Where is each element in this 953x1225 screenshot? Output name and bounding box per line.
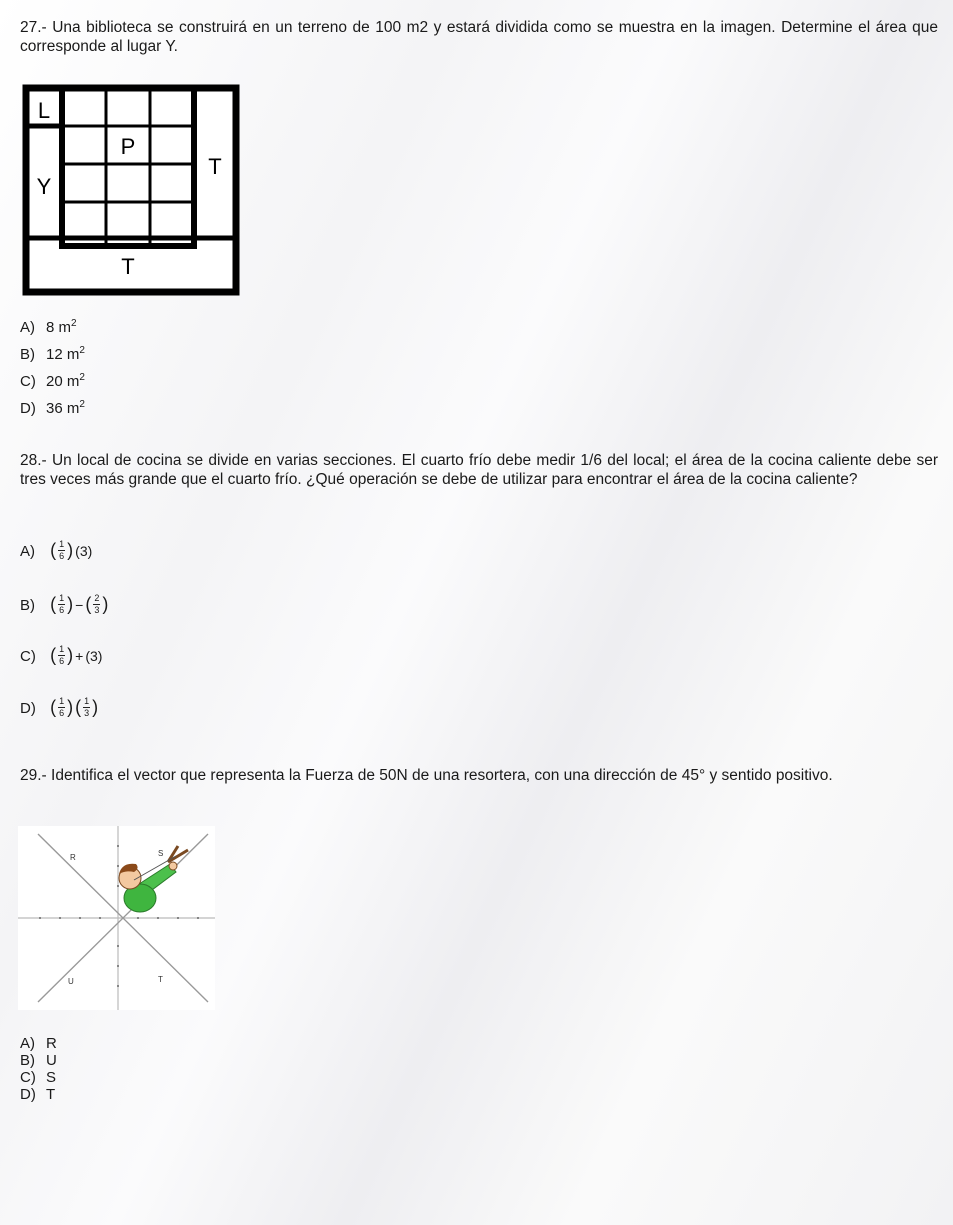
option-exponent: 2	[79, 345, 85, 356]
q27-option-c[interactable]	[20, 372, 85, 390]
fraction: $\frac{1}{6}$	[59, 696, 65, 718]
option-letter: C)	[20, 648, 36, 665]
option-tail: (3)	[75, 542, 93, 559]
option-value: T	[46, 1086, 56, 1103]
q28-option-d[interactable]: D) ( $\frac{1}{6}$ ) ( $\frac{1}{3}$ )	[20, 696, 99, 718]
q29-option-b[interactable]	[20, 1052, 57, 1069]
fraction: $\frac{2}{3}$	[94, 593, 100, 615]
q27-option-d[interactable]	[20, 399, 85, 417]
label-L: L	[37, 98, 51, 123]
option-letter: A)	[20, 1035, 35, 1052]
option-exponent: 2	[71, 318, 77, 329]
vector-diagram	[18, 826, 215, 1010]
q28-option-a[interactable]: A) ( $\frac{1}{6}$ ) (3)	[20, 539, 93, 561]
option-value: S	[46, 1069, 57, 1086]
fraction: $\frac{1}{3}$	[84, 696, 90, 718]
option-letter: D)	[20, 400, 36, 417]
option-letter: B)	[20, 1052, 35, 1069]
label-P: P	[120, 134, 136, 159]
q29-option-d[interactable]	[20, 1086, 55, 1103]
option-value: 20 m	[46, 373, 80, 390]
label-T-right: T	[208, 154, 222, 179]
option-letter: D)	[20, 700, 36, 717]
option-letter: D)	[20, 1086, 36, 1103]
q27-option-a[interactable]	[20, 318, 77, 336]
label-T-bottom: T	[121, 254, 135, 279]
operator: +	[75, 647, 84, 664]
label-S: S	[158, 849, 164, 858]
option-exponent: 2	[79, 399, 85, 410]
question-27-text: 27.- Una biblioteca se construirá en un terreno de 100 m2 y estará dividida como se muestra en la imagen. Determine el área que corresponde al lugar Y.	[20, 19, 938, 55]
label-R: R	[70, 853, 76, 862]
q29-option-c[interactable]	[20, 1069, 56, 1086]
label-T: T	[158, 975, 163, 984]
option-value: R	[46, 1035, 57, 1052]
library-floor-plan-diagram	[22, 84, 240, 296]
label-U: U	[68, 977, 74, 986]
question-28-text: 28.- Un local de cocina se divide en varias secciones. El cuarto frío debe medir 1/6 del local; el área de la cocina caliente debe ser tres veces más grande que el cuarto frío. ¿Qué operación se debe de utilizar para encontrar el área de la cocina caliente?	[20, 452, 938, 488]
operator: −	[75, 596, 84, 613]
option-letter: B)	[20, 346, 35, 363]
option-value: U	[46, 1052, 57, 1069]
q29-option-a[interactable]	[20, 1035, 57, 1052]
q28-option-c[interactable]: C) ( $\frac{1}{6}$ ) + (3)	[20, 644, 103, 666]
option-exponent: 2	[79, 372, 85, 383]
q27-option-b[interactable]	[20, 345, 85, 363]
option-value: 8 m	[46, 319, 72, 336]
option-letter: C)	[20, 1069, 36, 1086]
option-tail: (3)	[85, 647, 103, 664]
option-letter: B)	[20, 597, 35, 614]
q28-option-b[interactable]: B) ( $\frac{1}{6}$ ) − ( $\frac{2}{3}$ )	[20, 593, 109, 615]
fraction: $\frac{1}{6}$	[59, 539, 65, 561]
option-letter: A)	[20, 543, 35, 560]
label-Y: Y	[36, 174, 52, 199]
option-letter: C)	[20, 373, 36, 390]
option-value: 36 m	[46, 400, 80, 417]
fraction: $\frac{1}{6}$	[59, 593, 65, 615]
fraction: $\frac{1}{6}$	[59, 644, 65, 666]
option-value: 12 m	[46, 346, 80, 363]
question-29-text: 29.- Identifica el vector que representa la Fuerza de 50N de una resortera, con una dirección de 45° y sentido positivo.	[20, 767, 833, 784]
option-letter: A)	[20, 319, 35, 336]
